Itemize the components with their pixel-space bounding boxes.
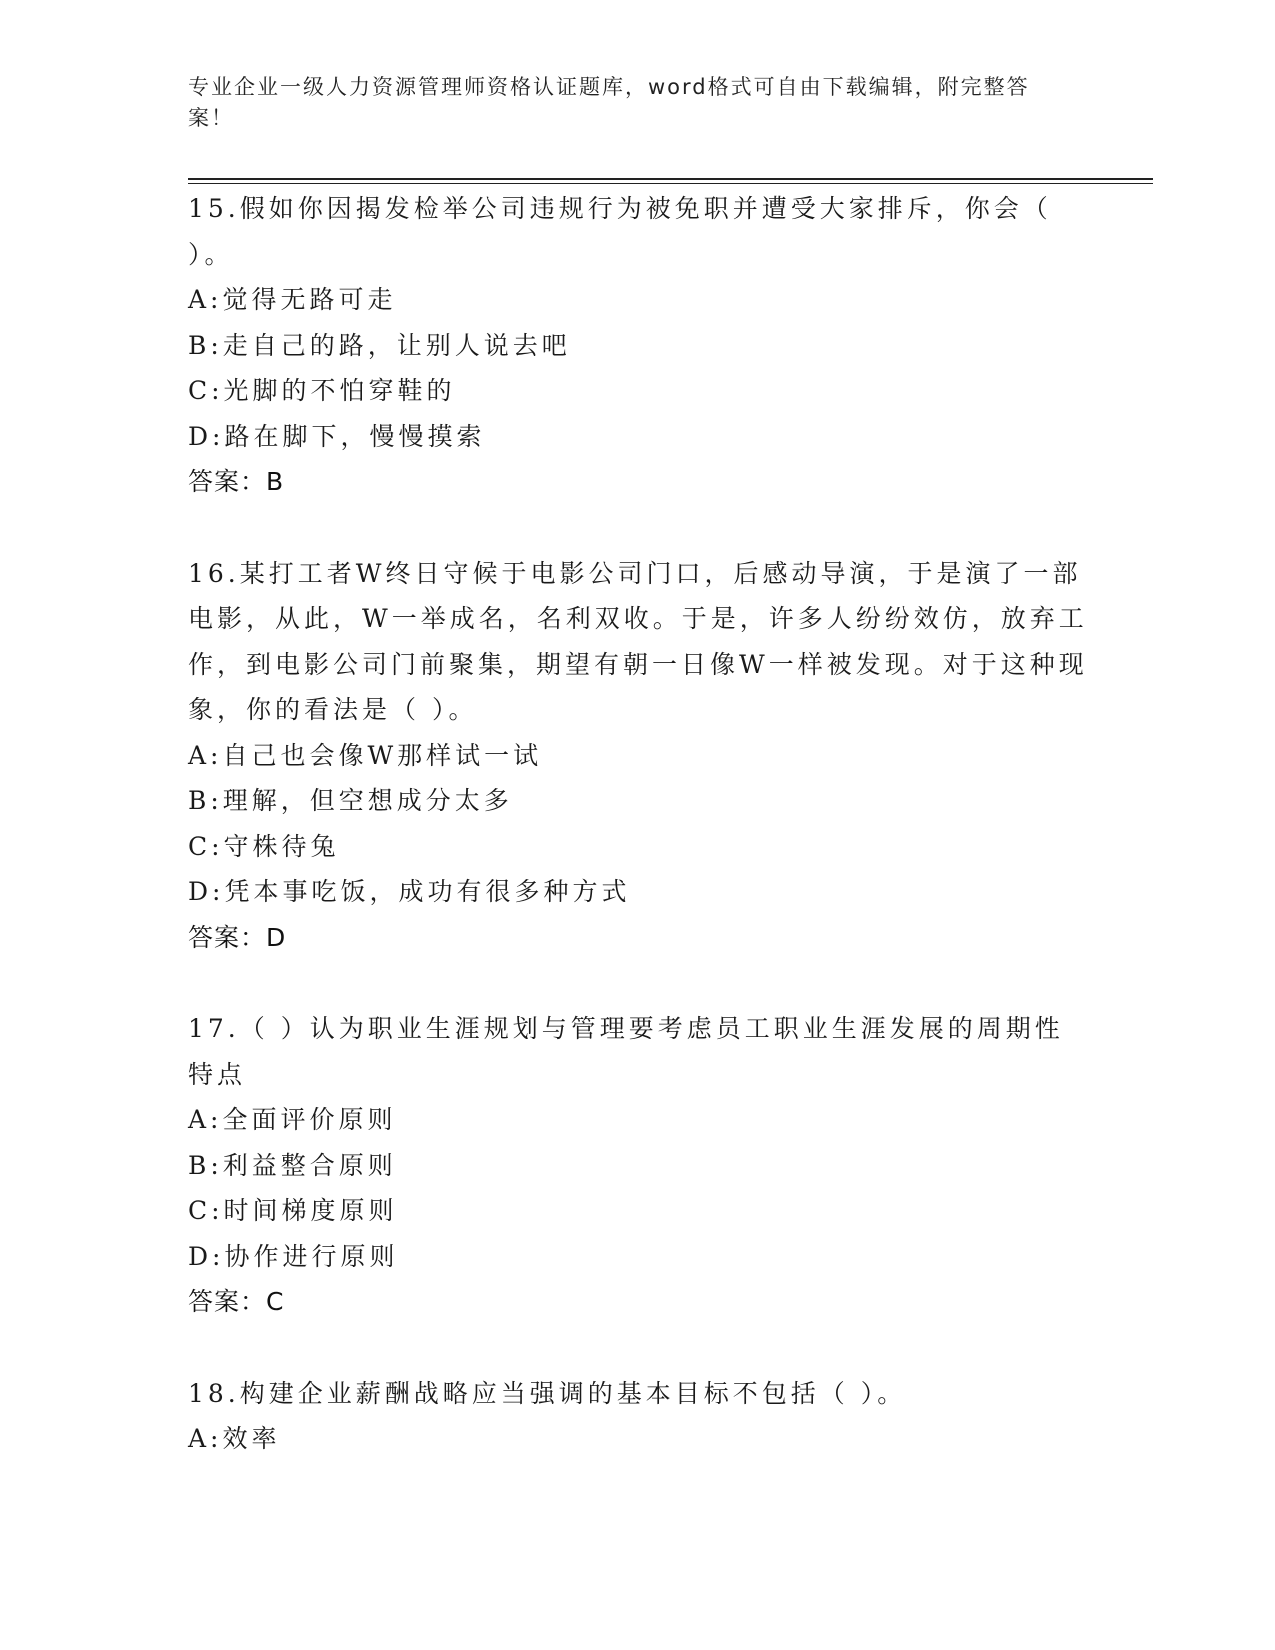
question-16 [188,551,1088,961]
spacer [188,960,1088,1006]
spacer [188,505,1088,551]
answer-line: 答案：C [188,1287,285,1316]
question-stem: 15.假如你因揭发检举公司违规行为被免职并遭受大家排斥，你会（ ）。 [188,194,1052,269]
question-stem: 17.（ ）认为职业生涯规划与管理要考虑员工职业生涯发展的周期性特点 [188,1014,1064,1089]
answer-line: 答案：D [188,922,287,952]
option-a: A:效率 [188,1424,281,1453]
header-rule-thin [188,183,1153,184]
question-stem: 16.某打工者W终日守候于电影公司门口，后感动导演，于是演了一部电影，从此，W一举成名，名利双收。于是，许多人纷纷效仿，放弃工作，到电影公司门前聚集，期望有朝一日像W一样被发现。对于这种现象，你的看法是（ ）。 [188,558,1088,724]
option-d: D:路在脚下，慢慢摸索 [188,421,486,451]
answer-line: 答案：B [188,467,285,496]
option-b: B:利益整合原则 [188,1150,397,1180]
option-a: A:觉得无路可走 [188,285,397,314]
option-c: C:时间梯度原则 [188,1196,398,1225]
document-header: 专业企业一级人力资源管理师资格认证题库，word格式可自由下载编辑，附完整答案！ [188,75,1030,130]
question-18 [188,1371,1088,1462]
option-c: C:守株待兔 [188,831,340,861]
question-17 [188,1006,1088,1325]
option-c: C:光脚的不怕穿鞋的 [188,376,456,405]
option-a: A:自己也会像W那样试一试 [188,740,543,770]
question-15 [188,186,1088,505]
spacer [188,1325,1088,1371]
question-stem: 18.构建企业薪酬战略应当强调的基本目标不包括（ ）。 [188,1378,907,1408]
option-b: B:走自己的路，让别人说去吧 [188,330,571,360]
option-d: D:协作进行原则 [188,1241,399,1271]
option-a: A:全面评价原则 [188,1105,397,1134]
option-b: B:理解，但空想成分太多 [188,786,513,815]
option-d: D:凭本事吃饭，成功有很多种方式 [188,877,631,906]
header-rule-thick [188,178,1153,180]
question-list [188,186,1088,1462]
